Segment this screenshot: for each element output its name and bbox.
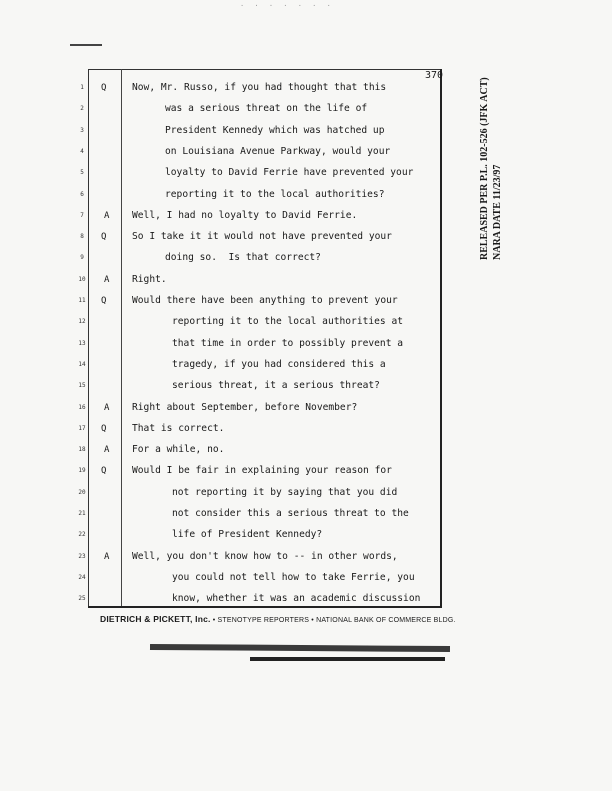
transcript-line: doing so. Is that correct?: [165, 252, 321, 264]
line-number: 8: [80, 233, 84, 241]
transcript-line: on Louisiana Avenue Parkway, would your: [165, 145, 391, 157]
line-number: 2: [80, 105, 84, 113]
line-number: 17: [78, 424, 86, 432]
line-number: 16: [78, 403, 86, 411]
transcript-line: reporting it to the local authorities at: [172, 316, 404, 328]
right-margin-rule: [440, 69, 442, 607]
speaker-rule: [121, 69, 122, 607]
footer-middle: STENOTYPE REPORTERS: [217, 617, 310, 624]
speaker-label: Q: [101, 296, 107, 306]
line-number: 15: [78, 382, 86, 390]
speaker-label: A: [104, 551, 110, 562]
line-number: 25: [78, 595, 86, 603]
transcript-line: Right about September, before November?: [132, 401, 358, 413]
scan-noise: · · · · · · ·: [240, 2, 334, 10]
transcript-line: Right.: [132, 273, 167, 285]
transcript-line: Now, Mr. Russo, if you had thought that this: [132, 82, 387, 93]
transcript-line: not reporting it by saying that you did: [172, 486, 398, 498]
line-number: 13: [78, 339, 86, 347]
speaker-label: Q: [101, 83, 107, 93]
transcript-line: Would there have been anything to prevent your: [132, 295, 398, 306]
release-stamp-line1: RELEASED PER P.L. 102-526 (JFK ACT): [479, 77, 490, 260]
page-number: 370: [425, 70, 444, 81]
line-number: 1: [80, 84, 84, 91]
scan-bar: [250, 657, 445, 661]
line-number: 18: [78, 446, 86, 454]
release-stamp-line2: NARA DATE 11/23/97: [492, 164, 503, 260]
line-number: 7: [80, 211, 84, 219]
transcript-line: President Kennedy which was hatched up: [165, 124, 385, 136]
line-number: 24: [78, 573, 86, 581]
line-number: 23: [78, 552, 86, 560]
transcript-line: So I take it it would not have prevented your: [132, 231, 392, 243]
transcript-line: was a serious threat on the life of: [165, 103, 368, 115]
footer-firm: DIETRICH & PICKETT, Inc.: [100, 614, 211, 624]
line-number: 11: [78, 297, 86, 304]
speaker-label: A: [104, 402, 110, 413]
transcript-line: life of President Kennedy?: [172, 529, 323, 541]
transcript-line: you could not tell how to take Ferrie, you: [172, 571, 415, 583]
margin-dash: [70, 44, 102, 46]
line-number: 12: [78, 318, 86, 326]
transcript-line: reporting it to the local authorities?: [165, 188, 385, 200]
speaker-label: A: [104, 210, 110, 221]
reporter-footer: [100, 614, 456, 624]
transcript-line: That is correct.: [132, 422, 225, 434]
footer-separator: •: [212, 617, 218, 624]
scan-bar: [150, 644, 450, 652]
transcript-line: that time in order to possibly prevent a: [172, 337, 404, 349]
transcript-line: tragedy, if you had considered this a: [172, 358, 386, 370]
line-number: 5: [80, 169, 84, 177]
transcript-line: serious threat, it a serious threat?: [172, 380, 380, 392]
line-number: 20: [78, 488, 86, 496]
frame-bottom-rule: [88, 606, 442, 608]
speaker-label: Q: [101, 423, 107, 434]
transcript-line: For a while, no.: [132, 444, 225, 456]
release-stamp: [478, 20, 506, 260]
line-number: 10: [78, 275, 86, 283]
transcript-line: Would I be fair in explaining your reason for: [132, 465, 392, 477]
speaker-label: A: [104, 274, 110, 285]
footer-separator: •: [311, 617, 317, 624]
speaker-label: Q: [101, 232, 107, 243]
line-number: 22: [78, 531, 86, 539]
line-number: 3: [80, 126, 84, 134]
speaker-label: A: [104, 445, 110, 456]
transcript-line: not consider this a serious threat to the: [172, 508, 409, 519]
line-number: 4: [80, 147, 84, 155]
frame-top-rule: [88, 69, 440, 70]
line-number: 21: [78, 510, 86, 517]
transcript-line: loyalty to David Ferrie have prevented your: [165, 167, 414, 179]
line-number: 9: [80, 254, 84, 262]
speaker-label: Q: [101, 466, 107, 477]
transcript-line: Well, you don't know how to -- in other words,: [132, 550, 398, 562]
line-number: 14: [78, 360, 86, 368]
transcript-line: Well, I had no loyalty to David Ferrie.: [132, 209, 358, 221]
transcript-line: know, whether it was an academic discussion: [172, 593, 421, 605]
line-number: 6: [80, 190, 84, 198]
line-number: 19: [78, 467, 86, 475]
footer-right: NATIONAL BANK OF COMMERCE BLDG.: [316, 617, 456, 624]
